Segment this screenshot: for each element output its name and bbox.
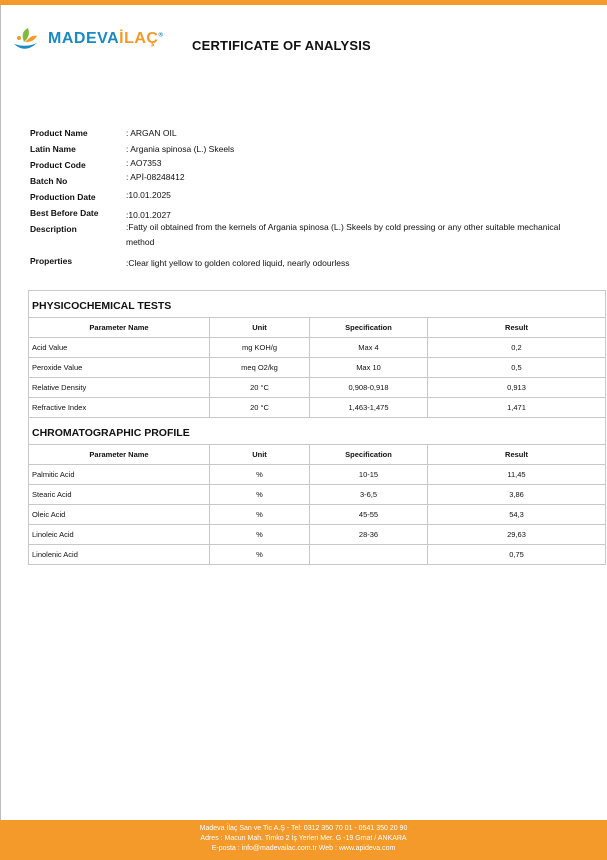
table-row [29,485,606,505]
info-value: :10.01.2025 [126,190,171,200]
cell-result: 0,5 [428,358,606,378]
cell-unit: mg KOH/g [210,338,310,358]
info-value: :Clear light yellow to golden colored liquid, nearly odourless [126,258,350,268]
cell-result: 54,3 [428,505,606,525]
analysis-table [28,290,606,565]
brand-registered-mark: ® [158,32,164,39]
info-value: :10.01.2027 [126,210,171,220]
column-header: Result [428,318,606,338]
footer-address-line: Adres : Macun Mah. Timko 2 İş Yerleri Mer. G -19 Gmat / ANKARA [200,835,407,842]
cell-result: 11,45 [428,465,606,485]
document-title: CERTIFICATE OF ANALYSIS [192,38,371,53]
section-title: CHROMATOGRAPHIC PROFILE [29,418,606,445]
cell-spec: Max 10 [310,358,428,378]
cell-spec [310,545,428,565]
top-accent-bar [0,0,607,5]
column-header: Parameter Name [29,318,210,338]
cell-parameter: Relative Density [29,378,210,398]
cell-parameter: Refractive Index [29,398,210,418]
info-label: Description [30,224,77,234]
left-border-line [0,5,1,820]
footer-bar [0,820,607,860]
cell-unit: % [210,505,310,525]
info-label: Properties [30,256,73,266]
column-header: Specification [310,445,428,465]
cell-result: 0,2 [428,338,606,358]
section-header-chromatographic [29,418,606,445]
column-header: Unit [210,445,310,465]
cell-spec: 3-6,5 [310,485,428,505]
cell-unit: 20 °C [210,378,310,398]
info-label: Product Name [30,128,88,138]
cell-parameter: Peroxide Value [29,358,210,378]
logo-leaf-icon [10,26,40,54]
cell-parameter: Palmitic Acid [29,465,210,485]
table-row [29,525,606,545]
table-row [29,358,606,378]
cell-spec: 0,908-0,918 [310,378,428,398]
cell-unit: % [210,545,310,565]
info-label: Production Date [30,192,96,202]
brand-main: MADEVA [48,30,120,47]
info-value: : AO7353 [126,158,162,168]
info-value: : Argania spinosa (L.) Skeels [126,144,235,154]
cell-parameter: Acid Value [29,338,210,358]
cell-result: 1,471 [428,398,606,418]
column-header: Unit [210,318,310,338]
table-row [29,505,606,525]
cell-spec: Max 4 [310,338,428,358]
cell-spec: 28-36 [310,525,428,545]
cell-spec: 45-55 [310,505,428,525]
cell-spec: 10-15 [310,465,428,485]
column-header: Result [428,445,606,465]
table-row [29,338,606,358]
cell-unit: meq O2/kg [210,358,310,378]
table-row [29,465,606,485]
cell-result: 0,913 [428,378,606,398]
cell-result: 3,86 [428,485,606,505]
company-logo [10,26,164,56]
table-header-row [29,445,606,465]
info-label: Latin Name [30,144,76,154]
info-label: Batch No [30,176,68,186]
brand-accent: İLAÇ [119,30,159,47]
info-value: :Fatty oil obtained from the kernels of Argania spinosa (L.) Skeels by cold pressing or any other suitable mechanical method [126,222,561,247]
info-value: : ARGAN OIL [126,128,177,138]
cell-parameter: Linolenic Acid [29,545,210,565]
table-row [29,545,606,565]
column-header: Parameter Name [29,445,210,465]
cell-result: 29,63 [428,525,606,545]
cell-unit: 20 °C [210,398,310,418]
section-title: PHYSICOCHEMICAL TESTS [29,291,606,318]
table-header-row [29,318,606,338]
footer-email-web-line: E-posta : info@madevailac.com.tr Web : www.apideva.com [211,845,396,852]
cell-parameter: Linoleic Acid [29,525,210,545]
cell-spec: 1,463-1,475 [310,398,428,418]
logo-brand-text [48,30,163,48]
info-label: Best Before Date [30,208,99,218]
info-label: Product Code [30,160,86,170]
cell-unit: % [210,525,310,545]
cell-parameter: Stearic Acid [29,485,210,505]
cell-parameter: Oleic Acid [29,505,210,525]
table-row [29,378,606,398]
cell-unit: % [210,465,310,485]
info-value: : APİ-08248412 [126,172,185,182]
footer-contact-line: Madeva İlaç San ve Tic A.Ş - Tel: 0312 350 70 01 - 0541 350 20 90 [199,825,408,832]
column-header: Specification [310,318,428,338]
cell-unit: % [210,485,310,505]
section-header-physicochemical [29,291,606,318]
table-row [29,398,606,418]
cell-result: 0,75 [428,545,606,565]
